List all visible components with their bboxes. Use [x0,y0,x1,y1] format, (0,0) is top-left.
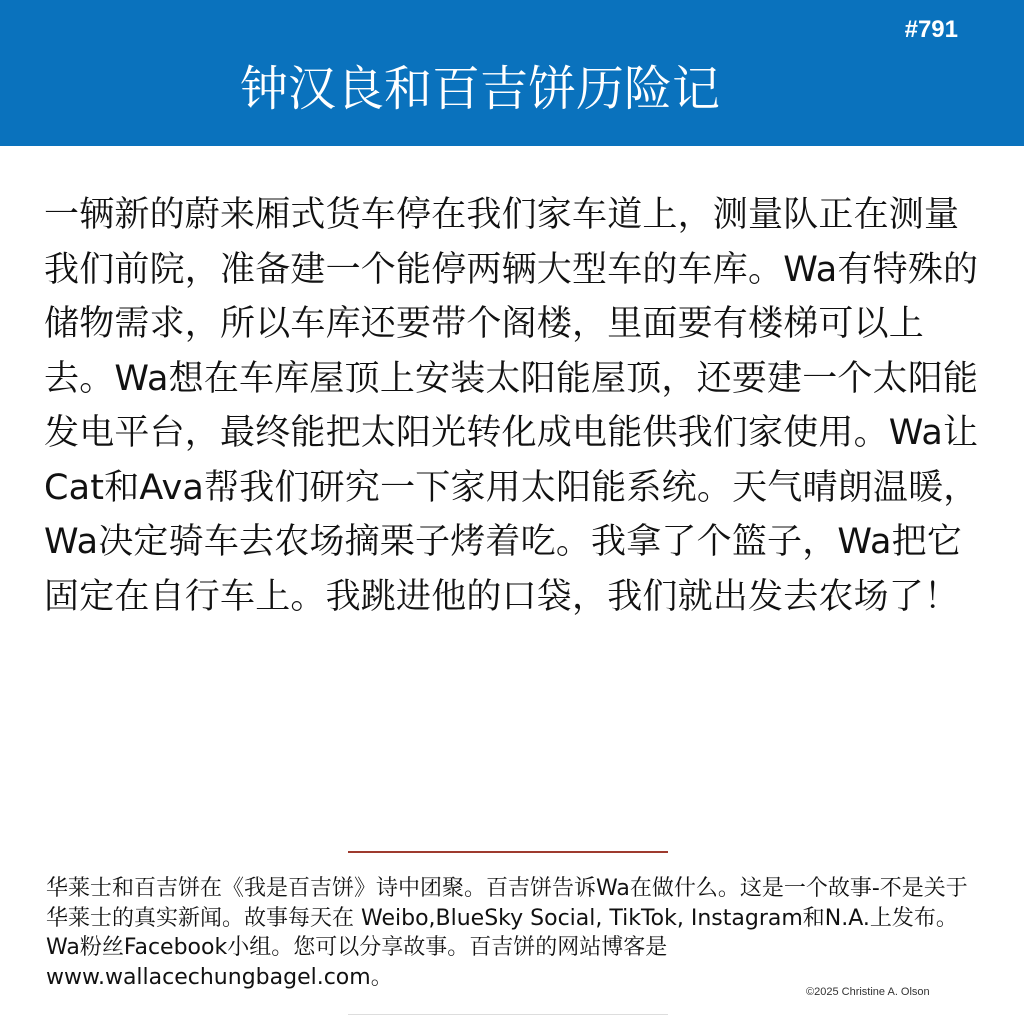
story-text: 一辆新的蔚来厢式货车停在我们家车道上，测量队正在测量我们前院，准备建一个能停两辆大型车的车库。Wa有特殊的储物需求，所以车库还要带个阁楼，里面要有楼梯可以上去。Wa想在车库屋顶上安装太阳能屋顶，还要建一个太阳能发电平台，最终能把太阳光转化成电能供我们家使用。Wa让Cat和Ava帮我们研究一下家用太阳能系统。天气晴朗温暖，Wa决定骑车去农场摘栗子烤着吃。我拿了个篮子，Wa把它固定在自行车上。我跳进他的口袋，我们就出发去农场了！ [44,195,979,617]
copyright-text: ©2025 Christine A. Olson [806,986,930,998]
footer-note: 华莱士和百吉饼在《我是百吉饼》诗中团聚。百吉饼告诉Wa在做什么。这是一个故事-不是关于华莱士的真实新闻。故事每天在 Weibo,BlueSky Social, TikTok, Instagram和N.A.上发布。Wa粉丝Facebook小组。您可以分享故事。百吉饼的网站博客是www.wallacechungbagel.com。 [46,876,968,990]
divider-line [348,851,668,853]
page-title: 钟汉良和百吉饼历险记 [239,61,720,117]
header-banner [0,0,1024,146]
bottom-divider [348,1014,668,1015]
episode-number: #791 [904,16,958,43]
